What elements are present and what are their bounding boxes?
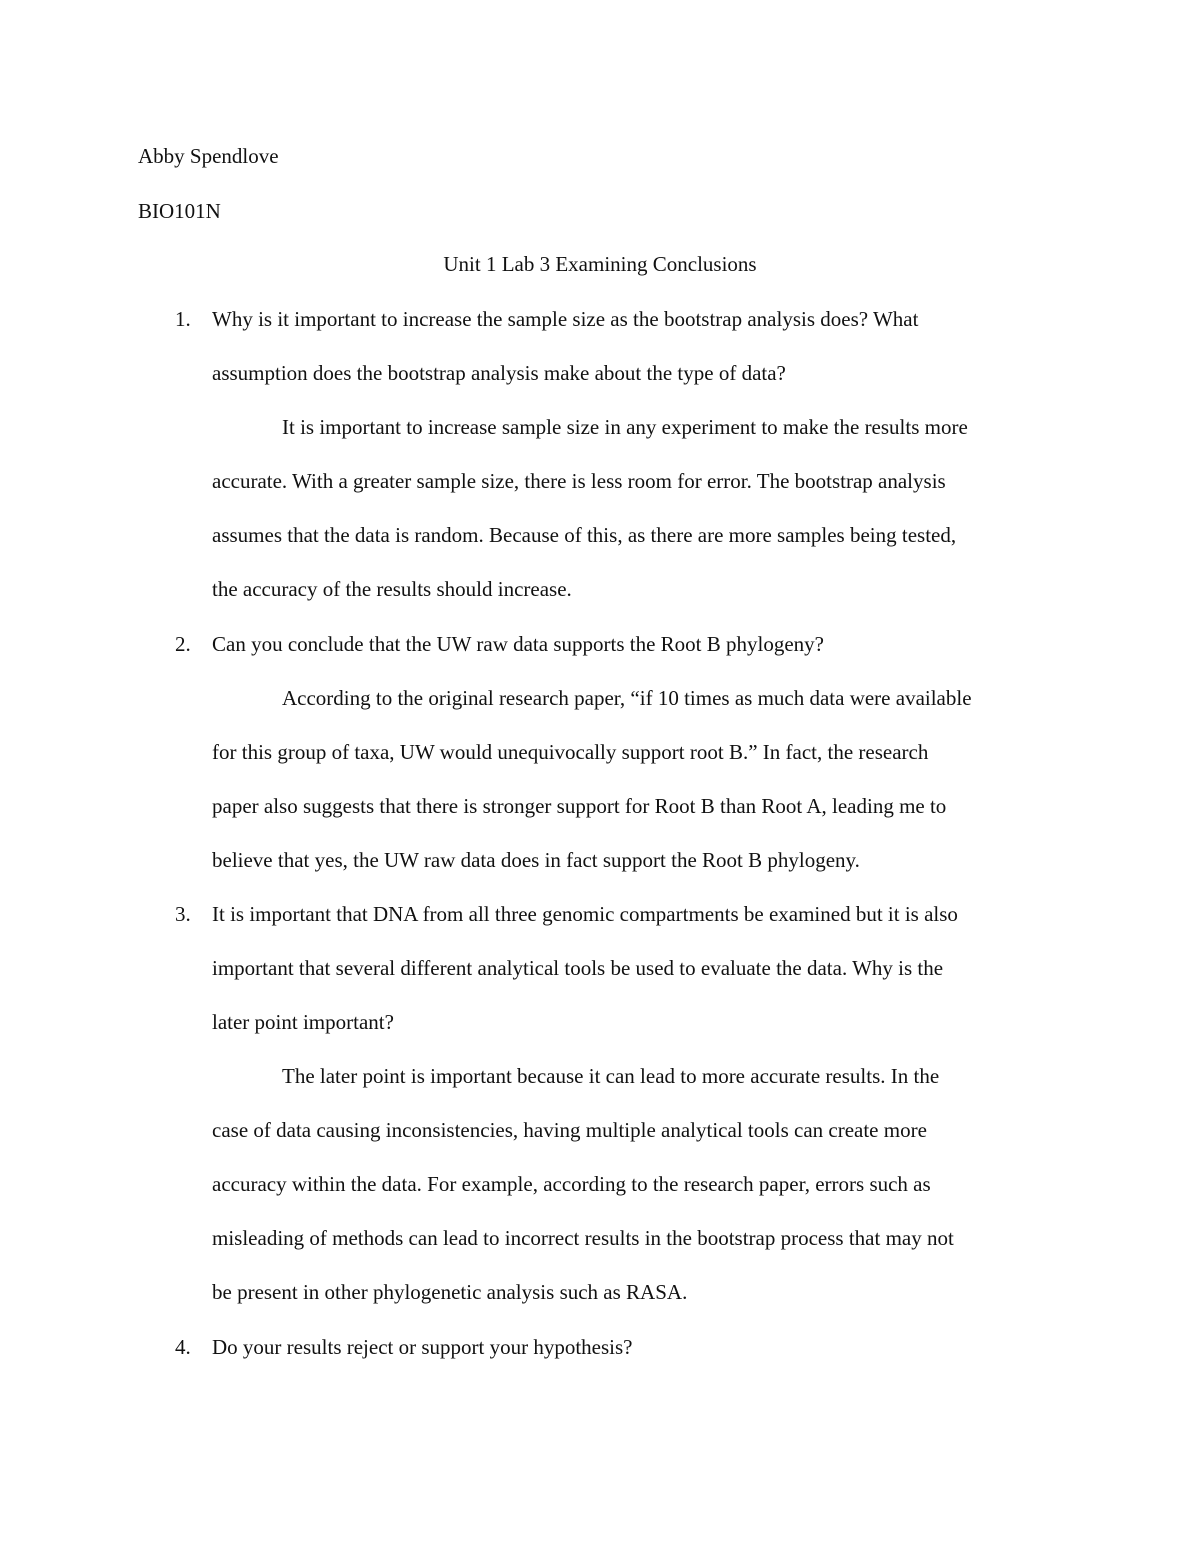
question-3-line-2: important that several different analytical tools be used to evaluate the data. Why is the [212, 956, 944, 980]
answer-2-line-2: for this group of taxa, UW would unequivocally support root B.” In fact, the research [212, 740, 929, 764]
question-3-number: 3. [175, 902, 191, 926]
answer-2-line-3: paper also suggests that there is stronger support for Root B than Root A, leading me to [212, 794, 947, 818]
answer-2-line-1: According to the original research paper, “if 10 times as much data were available [282, 686, 972, 710]
answer-3-line-2: case of data causing inconsistencies, having multiple analytical tools can create more [212, 1118, 927, 1142]
question-2-line-1: Can you conclude that the UW raw data supports the Root B phylogeny? [212, 632, 824, 656]
answer-3-line-4: misleading of methods can lead to incorrect results in the bootstrap process that may not [212, 1226, 954, 1250]
question-2-number: 2. [175, 632, 191, 656]
answer-3-line-1: The later point is important because it can lead to more accurate results. In the [282, 1064, 940, 1088]
question-4-number: 4. [175, 1335, 191, 1359]
document-title: Unit 1 Lab 3 Examining Conclusions [443, 252, 757, 276]
answer-1-line-3: assumes that the data is random. Because of this, as there are more samples being tested, [212, 523, 957, 547]
question-1-line-2: assumption does the bootstrap analysis make about the type of data? [212, 361, 786, 385]
question-3-line-1: It is important that DNA from all three genomic compartments be examined but it is also [212, 902, 958, 926]
author-name: Abby Spendlove [138, 144, 279, 168]
question-3-line-3: later point important? [212, 1010, 394, 1034]
question-1-line-1: Why is it important to increase the sample size as the bootstrap analysis does? What [212, 307, 919, 331]
answer-2-line-4: believe that yes, the UW raw data does in fact support the Root B phylogeny. [212, 848, 860, 872]
answer-1-line-4: the accuracy of the results should increase. [212, 577, 572, 601]
question-1-number: 1. [175, 307, 191, 331]
question-4-line-1: Do your results reject or support your hypothesis? [212, 1335, 633, 1359]
answer-3-line-3: accuracy within the data. For example, according to the research paper, errors such as [212, 1172, 931, 1196]
answer-1-line-2: accurate. With a greater sample size, there is less room for error. The bootstrap analysis [212, 469, 946, 493]
answer-3-line-5: be present in other phylogenetic analysis such as RASA. [212, 1280, 688, 1304]
answer-1-line-1: It is important to increase sample size in any experiment to make the results more [282, 415, 968, 439]
course-code: BIO101N [138, 199, 221, 223]
